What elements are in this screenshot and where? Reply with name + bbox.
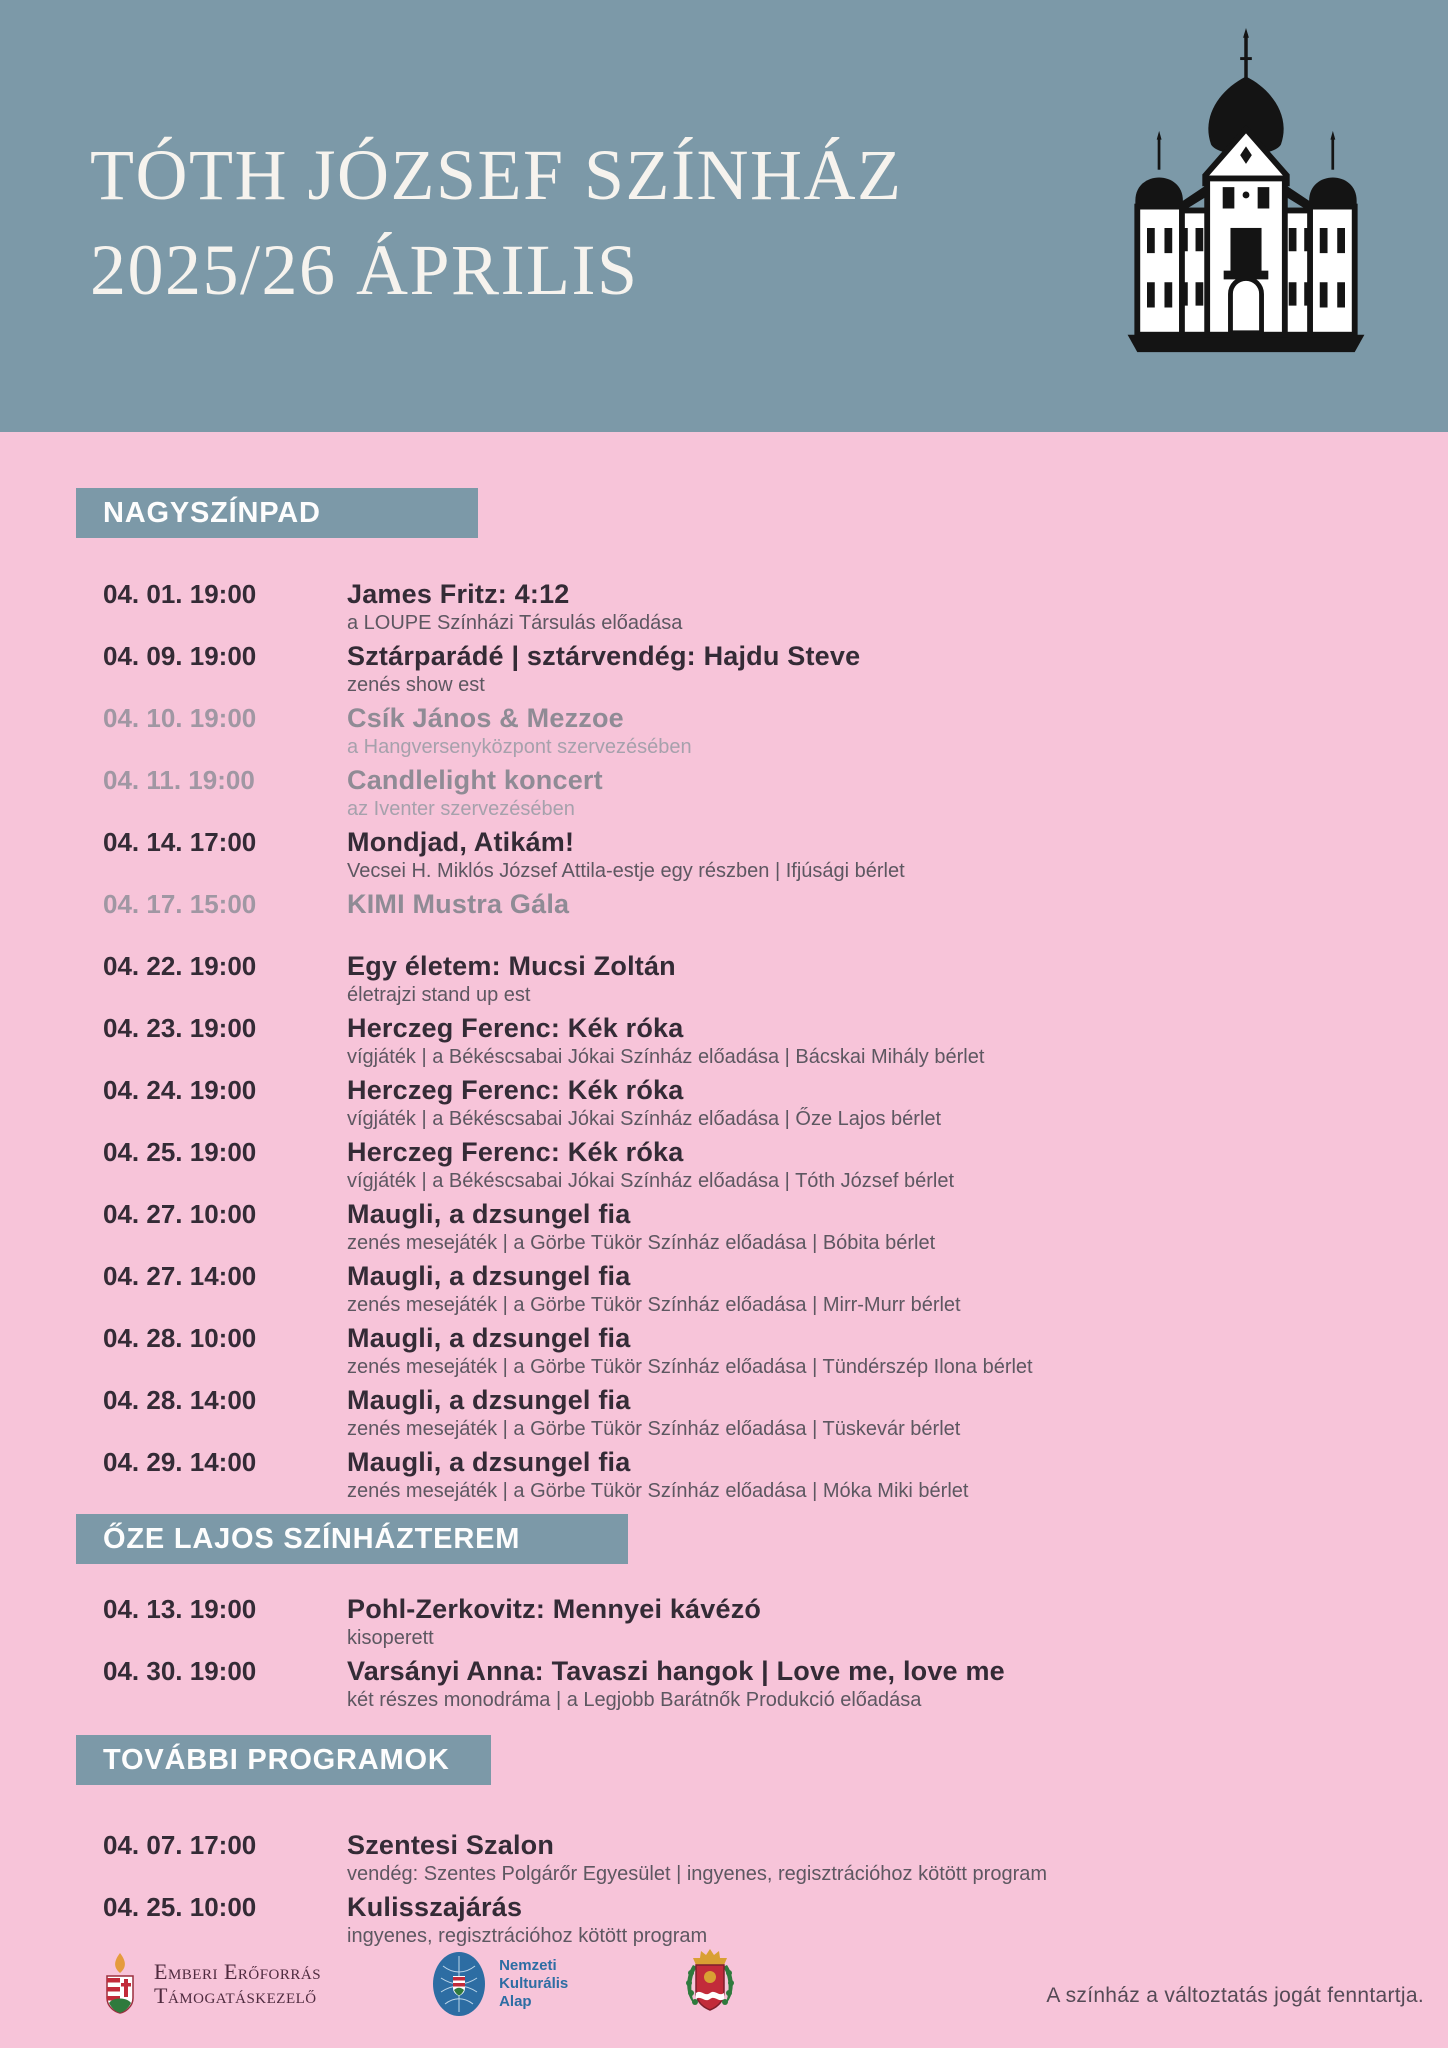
event-date: 04. 14. 17:00 xyxy=(103,827,257,857)
event-subtitle: a Hangversenyközpont szervezésében xyxy=(347,736,692,758)
event-title: Herczeg Ferenc: Kék róka xyxy=(347,1013,684,1043)
event-date: 04. 25. 10:00 xyxy=(103,1892,257,1922)
event-row xyxy=(103,887,1448,946)
event-subtitle: a LOUPE Színházi Társulás előadása xyxy=(347,612,683,634)
event-date: 04. 27. 10:00 xyxy=(103,1199,257,1229)
event-subtitle: Vecsei H. Miklós József Attila-estje egy részben | Ifjúsági bérlet xyxy=(347,860,905,882)
section-events xyxy=(0,1592,1448,1713)
emet-logo-line2: Támogatáskezelő xyxy=(154,1983,317,2008)
event-title: Maugli, a dzsungel fia xyxy=(347,1447,631,1477)
theater-building-icon xyxy=(1096,28,1396,358)
event-subtitle: két részes monodráma | a Legjobb Barátnők Produkció előadása xyxy=(347,1689,922,1711)
event-title: Sztárparádé | sztárvendég: Hajdu Steve xyxy=(347,641,861,671)
event-title: Egy életem: Mucsi Zoltán xyxy=(347,951,676,981)
event-date: 04. 24. 19:00 xyxy=(103,1075,257,1105)
section-header-oze-lajos-szinhazterem xyxy=(76,1514,628,1564)
event-row xyxy=(103,1383,1448,1442)
event-info xyxy=(347,1259,1448,1318)
event-info xyxy=(347,701,1448,760)
event-title: Szentesi Szalon xyxy=(347,1830,555,1860)
event-row xyxy=(103,1445,1448,1504)
event-subtitle: vígjáték | a Békéscsabai Jókai Színház előadása | Őze Lajos bérlet xyxy=(347,1108,942,1130)
event-row xyxy=(103,1321,1448,1380)
event-subtitle: az Iventer szervezésében xyxy=(347,798,575,820)
event-date: 04. 22. 19:00 xyxy=(103,951,257,981)
program-list xyxy=(0,432,1448,1952)
emet-coat-of-arms-icon xyxy=(100,1951,140,2017)
event-subtitle: zenés mesejáték | a Görbe Tükör Színház előadása | Tüskevár bérlet xyxy=(347,1418,961,1440)
event-title: Maugli, a dzsungel fia xyxy=(347,1385,631,1415)
event-info xyxy=(347,1383,1448,1442)
event-info xyxy=(347,1445,1448,1504)
event-date: 04. 28. 10:00 xyxy=(103,1323,257,1353)
emet-logo-text xyxy=(154,1960,321,2008)
event-date: 04. 17. 15:00 xyxy=(103,889,257,919)
event-title: Kulisszajárás xyxy=(347,1892,523,1922)
section-header-label: ŐZE LAJOS SZÍNHÁZTEREM xyxy=(103,1522,521,1555)
event-title: Mondjad, Atikám! xyxy=(347,827,575,857)
event-row xyxy=(103,1197,1448,1256)
event-title: Herczeg Ferenc: Kék róka xyxy=(347,1137,684,1167)
event-info xyxy=(347,887,1448,946)
poster-title xyxy=(90,128,902,318)
event-title: Pohl-Zerkovitz: Mennyei kávézó xyxy=(347,1594,762,1624)
event-row xyxy=(103,1828,1448,1887)
event-title: KIMI Mustra Gála xyxy=(347,889,570,919)
event-info xyxy=(347,1828,1448,1887)
program-section-nagyszinpad xyxy=(0,488,1448,1504)
event-info xyxy=(347,577,1448,636)
event-info xyxy=(347,825,1448,884)
emet-logo-line1: Emberi Erőforrás xyxy=(154,1959,322,1984)
event-title: Herczeg Ferenc: Kék róka xyxy=(347,1075,684,1105)
event-row xyxy=(103,1259,1448,1318)
event-info xyxy=(347,1592,1448,1651)
szentes-coat-of-arms-icon xyxy=(683,1947,737,2021)
event-subtitle: vígjáték | a Békéscsabai Jókai Színház előadása | Bácskai Mihály bérlet xyxy=(347,1046,985,1068)
event-date: 04. 01. 19:00 xyxy=(103,579,257,609)
event-date: 04. 30. 19:00 xyxy=(103,1656,257,1686)
event-date: 04. 28. 14:00 xyxy=(103,1385,257,1415)
event-info xyxy=(347,763,1448,822)
event-title: Csík János & Mezzoe xyxy=(347,703,624,733)
event-date: 04. 09. 19:00 xyxy=(103,641,257,671)
event-row xyxy=(103,577,1448,636)
event-date: 04. 27. 14:00 xyxy=(103,1261,257,1291)
program-section-tovabbi-programok xyxy=(0,1735,1448,1949)
event-title: Maugli, a dzsungel fia xyxy=(347,1261,631,1291)
event-title: Maugli, a dzsungel fia xyxy=(347,1199,631,1229)
event-info xyxy=(347,1011,1448,1070)
event-date: 04. 29. 14:00 xyxy=(103,1447,257,1477)
event-row xyxy=(103,1592,1448,1651)
event-subtitle: ingyenes, regisztrációhoz kötött program xyxy=(347,1925,708,1947)
event-info xyxy=(347,1135,1448,1194)
nka-logo-line1: Nemzeti xyxy=(499,1957,557,1974)
szentes-crest-logo xyxy=(683,1947,737,2021)
event-row xyxy=(103,763,1448,822)
event-subtitle: zenés mesejáték | a Görbe Tükör Színház előadása | Mirr-Murr bérlet xyxy=(347,1294,961,1316)
event-info xyxy=(347,639,1448,698)
event-subtitle: zenés mesejáték | a Görbe Tükör Színház előadása | Móka Miki bérlet xyxy=(347,1480,969,1502)
event-row xyxy=(103,1135,1448,1194)
event-row xyxy=(103,639,1448,698)
event-title: James Fritz: 4:12 xyxy=(347,579,570,609)
section-header-nagyszinpad xyxy=(76,488,478,538)
section-events xyxy=(0,577,1448,1504)
event-title: Candlelight koncert xyxy=(347,765,603,795)
event-date: 04. 23. 19:00 xyxy=(103,1013,257,1043)
nka-logo-text xyxy=(499,1957,568,2011)
emet-logo xyxy=(100,1951,321,2017)
poster-title-line1: TÓTH JÓZSEF SZÍNHÁZ xyxy=(90,135,903,215)
event-date: 04. 07. 17:00 xyxy=(103,1830,257,1860)
section-header-label: NAGYSZÍNPAD xyxy=(103,496,321,529)
event-date: 04. 11. 19:00 xyxy=(103,765,255,795)
event-subtitle: zenés show est xyxy=(347,674,485,696)
event-subtitle: zenés mesejáték | a Görbe Tükör Színház előadása | Bóbita bérlet xyxy=(347,1232,936,1254)
section-header-label: TOVÁBBI PROGRAMOK xyxy=(103,1743,450,1776)
event-row xyxy=(103,1073,1448,1132)
event-info xyxy=(347,1654,1448,1713)
program-section-oze-lajos-szinhazterem xyxy=(0,1514,1448,1713)
nka-logo-line2: Kulturális xyxy=(499,1975,569,1992)
event-row xyxy=(103,825,1448,884)
event-subtitle: vendég: Szentes Polgárőr Egyesület | ingyenes, regisztrációhoz kötött program xyxy=(347,1863,1048,1885)
event-row xyxy=(103,1011,1448,1070)
event-info xyxy=(347,1197,1448,1256)
event-info xyxy=(347,949,1448,1008)
footer xyxy=(0,1938,1448,2048)
event-date: 04. 25. 19:00 xyxy=(103,1137,257,1167)
event-info xyxy=(347,1073,1448,1132)
section-header-tovabbi-programok xyxy=(76,1735,491,1785)
event-row xyxy=(103,1654,1448,1713)
event-info xyxy=(347,1321,1448,1380)
event-subtitle: kisoperett xyxy=(347,1627,434,1649)
event-date: 04. 10. 19:00 xyxy=(103,703,257,733)
nka-logo xyxy=(431,1950,568,2018)
event-subtitle: zenés mesejáték | a Görbe Tükör Színház előadása | Tündérszép Ilona bérlet xyxy=(347,1356,1033,1378)
nka-emblem-icon xyxy=(431,1950,487,2018)
event-title: Maugli, a dzsungel fia xyxy=(347,1323,631,1353)
event-subtitle: vígjáték | a Békéscsabai Jókai Színház előadása | Tóth József bérlet xyxy=(347,1170,955,1192)
event-date: 04. 13. 19:00 xyxy=(103,1594,257,1624)
nka-logo-line3: Alap xyxy=(499,1993,532,2010)
disclaimer-text: A színház a változtatás jogát fenntartja. xyxy=(1046,1984,1424,2007)
event-subtitle: életrajzi stand up est xyxy=(347,984,531,1006)
event-row xyxy=(103,949,1448,1008)
poster-title-line2: 2025/26 ÁPRILIS xyxy=(90,230,639,310)
event-title: Varsányi Anna: Tavaszi hangok | Love me, love me xyxy=(347,1656,1005,1686)
header xyxy=(0,0,1448,432)
event-subtitle xyxy=(347,921,1448,946)
event-row xyxy=(103,701,1448,760)
section-events xyxy=(0,1828,1448,1949)
